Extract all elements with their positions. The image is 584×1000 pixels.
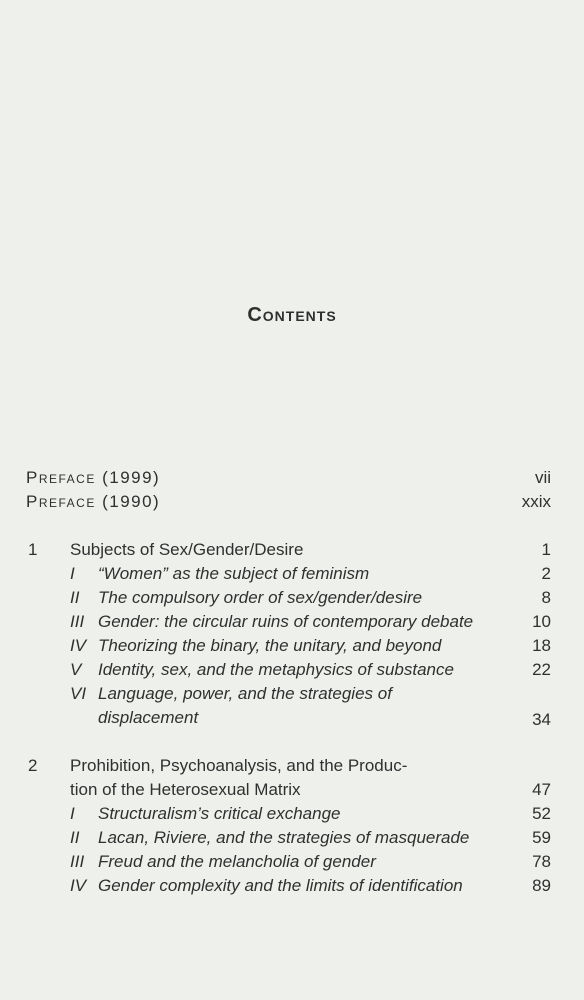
toc-page-number: xxix [521, 492, 551, 511]
chapter-title: Subjects of Sex/Gender/Desire [70, 540, 304, 559]
toc-page-number: 34 [532, 710, 551, 729]
section-number: II [70, 828, 80, 847]
chapter-title-line-2: tion of the Heterosexual Matrix [70, 780, 301, 799]
section-number: III [70, 852, 85, 871]
section-number: III [70, 612, 85, 631]
toc-entry-label: Preface (1999) [26, 468, 161, 487]
section-title: Structuralism’s critical exchange [98, 804, 341, 823]
section-title: Lacan, Riviere, and the strategies of masquerade [98, 828, 470, 847]
toc-page-number: 18 [532, 636, 551, 655]
section-number: IV [70, 876, 87, 895]
toc-page-number: 59 [532, 828, 551, 847]
chapter-title-line-1: Prohibition, Psychoanalysis, and the Produc- [70, 756, 408, 775]
toc-page-number: 1 [541, 540, 551, 559]
toc-page-number: 52 [532, 804, 551, 823]
section-title: Freud and the melancholia of gender [98, 852, 376, 871]
section-number: VI [70, 684, 87, 703]
section-number: IV [70, 636, 87, 655]
chapter-number: 1 [28, 540, 38, 559]
toc-page-number: 10 [532, 612, 551, 631]
section-number: I [70, 564, 75, 583]
chapter-number: 2 [28, 756, 38, 775]
section-title: “Women” as the subject of feminism [98, 564, 370, 583]
section-title: Gender complexity and the limits of identification [98, 876, 463, 895]
toc-page-number: vii [534, 468, 551, 487]
section-title: Identity, sex, and the metaphysics of substance [98, 660, 454, 679]
toc-page-number: 78 [532, 852, 551, 871]
section-title-line-2: displacement [98, 708, 199, 727]
toc-page-number: 8 [541, 588, 551, 607]
toc-page-number: 47 [532, 780, 551, 799]
section-title: Gender: the circular ruins of contemporary debate [98, 612, 474, 631]
page-title: Contents [247, 304, 337, 326]
toc-page-number: 89 [532, 876, 551, 895]
toc-page-number: 2 [541, 564, 551, 583]
section-number: I [70, 804, 75, 823]
toc-entry-label: Preface (1990) [26, 492, 161, 511]
section-title: The compulsory order of sex/gender/desire [98, 588, 423, 607]
section-number: V [70, 660, 82, 679]
section-number: II [70, 588, 80, 607]
section-title-line-1: Language, power, and the strategies of [98, 684, 392, 703]
toc-page-number: 22 [532, 660, 551, 679]
section-title: Theorizing the binary, the unitary, and beyond [98, 636, 442, 655]
